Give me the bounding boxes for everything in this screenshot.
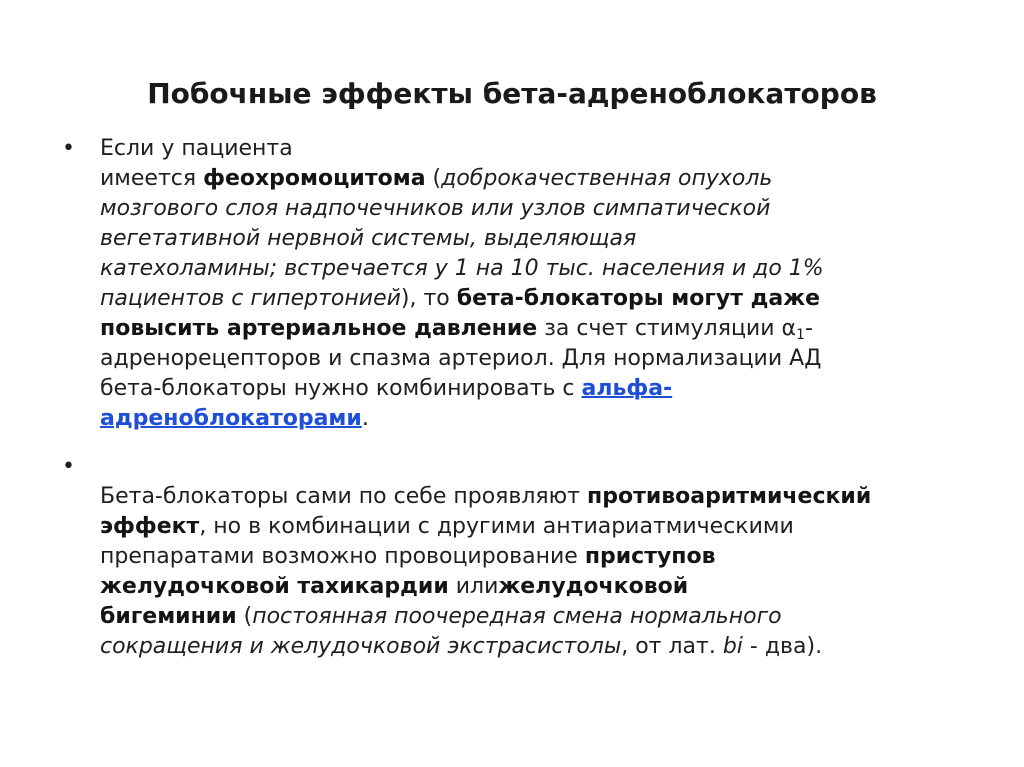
text-run: Бета-блокаторы сами по себе проявляют: [100, 484, 587, 509]
text-line: [100, 314, 980, 344]
bold-term: бета-блокаторы могут даже: [456, 286, 821, 311]
text-run: -: [804, 316, 813, 341]
alpha-blockers-link[interactable]: [582, 376, 673, 401]
text-line: [100, 194, 980, 224]
italic-text: сокращения и желудочковой экстрасистолы: [100, 634, 622, 659]
text-run: имеется: [100, 166, 204, 191]
text-run: .: [361, 406, 369, 431]
bold-term: желудочковой тахикардии: [100, 574, 449, 599]
bullet-marker: •: [62, 454, 75, 479]
text-line: [100, 482, 980, 512]
text-line: [100, 374, 980, 404]
italic-text: доброкачественная опухоль: [441, 166, 773, 191]
text-line: [100, 572, 980, 602]
bold-term: бигеминии: [100, 604, 237, 629]
text-run: адренорецепторов и спазма артериол. Для нормализации АД: [100, 346, 822, 371]
link-text[interactable]: адреноблокаторами: [100, 406, 362, 431]
text-run: препаратами возможно провоцирование: [100, 544, 585, 569]
text-run: бета-блокаторы нужно комбинировать с: [100, 376, 582, 401]
text-run: (: [425, 166, 442, 191]
bold-term: приступов: [584, 544, 716, 569]
bullet-text: [100, 134, 980, 434]
text-line: [100, 134, 980, 164]
text-run: - два).: [742, 634, 823, 659]
text-line: [100, 224, 980, 254]
text-line: [100, 164, 980, 194]
bold-term: повысить артериальное давление: [100, 316, 538, 341]
bullet-item-antiarrhythmic: [0, 452, 1024, 662]
bold-term: желудочковой: [498, 574, 689, 599]
italic-text: мозгового слоя надпочечников или узлов симпатической: [100, 196, 771, 221]
bold-term: эффект: [100, 514, 200, 539]
bullet-text: [100, 452, 980, 662]
bold-term: феохромоцитома: [203, 166, 426, 191]
text-line: [100, 344, 980, 374]
text-run: , но в комбинации с другими антиариатмическими: [199, 514, 794, 539]
italic-text: катехоламины; встречается у 1 на 10 тыс. населения и до 1%: [100, 256, 824, 281]
bullet-marker: •: [62, 136, 75, 161]
text-line: [100, 284, 980, 314]
link-text[interactable]: альфа-: [581, 376, 673, 401]
text-line: [100, 404, 980, 434]
text-line: [100, 512, 980, 542]
text-run: или: [448, 574, 499, 599]
text-run: (: [236, 604, 253, 629]
text-line: [100, 632, 980, 662]
text-run: за счет стимуляции α: [537, 316, 797, 341]
slide-title: Побочные эффекты бета-адреноблокаторов: [147, 77, 877, 110]
text-line: [100, 254, 980, 284]
text-run: Если у пациента: [100, 136, 293, 161]
italic-text: пациентов с гипертонией: [100, 286, 401, 311]
text-line: [100, 542, 980, 572]
subscript: 1: [796, 327, 805, 343]
bullet-item-pheochromocytoma: [0, 134, 1024, 434]
alpha-blockers-link-continued[interactable]: [100, 406, 362, 431]
text-run: ), то: [400, 286, 457, 311]
italic-text: вегетативной нервной системы, выделяющая: [100, 226, 637, 251]
text-line: [100, 602, 980, 632]
italic-text: bi: [722, 634, 743, 659]
italic-text: постоянная поочередная смена нормального: [252, 604, 782, 629]
text-run: , от лат.: [621, 634, 723, 659]
bullet-list: [0, 134, 1024, 662]
bold-term: противоаритмический: [587, 484, 872, 509]
